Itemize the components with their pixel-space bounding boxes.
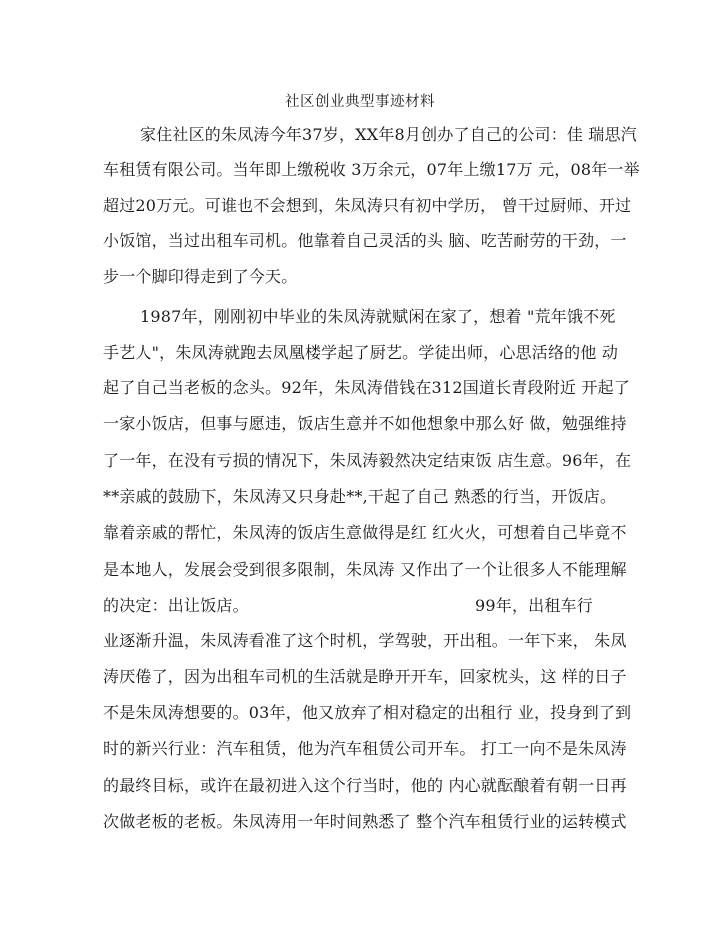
paragraph-line: 超过20万元。可谁也不会想到，朱凤涛只有初中学历， 曾干过厨师、开过 bbox=[103, 196, 632, 215]
paragraph-line: 了一年，在没有亏损的情况下，朱凤涛毅然决定结束饭 店生意。96年，在 bbox=[103, 451, 632, 470]
paragraph-line: 车租赁有限公司。当年即上缴税收 3万余元，07年上缴17万 元，08年一举 bbox=[103, 160, 640, 179]
paragraph-line: 起了自己当老板的念头。92年，朱凤涛借钱在312国道长青段附近 开起了 bbox=[103, 378, 630, 397]
paragraph-line: 是本地人，发展会受到很多限制，朱凤涛 又作出了一个让很多人不能理解 bbox=[103, 560, 627, 579]
document-title: 社区创业典型事迹材料 bbox=[285, 94, 435, 110]
paragraph-line: 涛厌倦了，因为出租车司机的生活就是睁开开车，回家枕头，这 样的日子 bbox=[103, 667, 627, 686]
paragraph-line: 家住社区的朱凤涛今年37岁，XX年8月创办了自己的公司：佳 瑞思汽 bbox=[140, 125, 638, 144]
paragraph-line: 小饭馆，当过出租车司机。他靠着自己灵活的头 脑、吃苦耐劳的干劲，一 bbox=[103, 231, 627, 250]
paragraph-line: **亲戚的鼓励下，朱凤涛又只身赴**,干起了自己 熟悉的行当，开饭店。 bbox=[103, 487, 617, 506]
paragraph-line: 手艺人"，朱凤涛就跑去凤凰楼学起了厨艺。学徒出师，心思活络的他 动 bbox=[103, 343, 619, 362]
paragraph-line: 靠着亲戚的帮忙，朱凤涛的饭店生意做得是红 红火火，可想着自己毕竟不 bbox=[103, 523, 627, 542]
paragraph-line: 次做老板的老板。朱凤涛用一年时间熟悉了 整个汽车租赁行业的运转模式 bbox=[103, 812, 627, 831]
paragraph-line: 1987年，刚刚初中毕业的朱凤涛就赋闲在家了，想着 "荒年饿不死 bbox=[140, 307, 616, 326]
paragraph-line: 一家小饭店，但事与愿违，饭店生意并不如他想象中那么好 做，勉强维持 bbox=[103, 414, 627, 433]
paragraph-fragment: 的决定：出让饭店。 bbox=[103, 596, 249, 615]
paragraph-fragment: 99年，出租车行 bbox=[475, 596, 593, 615]
paragraph-line: 业逐渐升温，朱凤涛看准了这个时机，学驾驶，开出租。一年下来， 朱凤 bbox=[103, 631, 627, 650]
paragraph-line: 步一个脚印得走到了今天。 bbox=[103, 267, 298, 286]
paragraph-line: 不是朱凤涛想要的。03年，他又放弃了相对稳定的出租行 业，投身到了到 bbox=[103, 703, 632, 722]
paragraph-line: 的最终目标，或许在最初进入这个行当时，他的 内心就酝酿着有朝一日再 bbox=[103, 776, 627, 795]
paragraph-line bbox=[103, 596, 613, 616]
paragraph-line: 时的新兴行业：汽车租赁，他为汽车租赁公司开车。 打工一向不是朱凤涛 bbox=[103, 739, 627, 758]
